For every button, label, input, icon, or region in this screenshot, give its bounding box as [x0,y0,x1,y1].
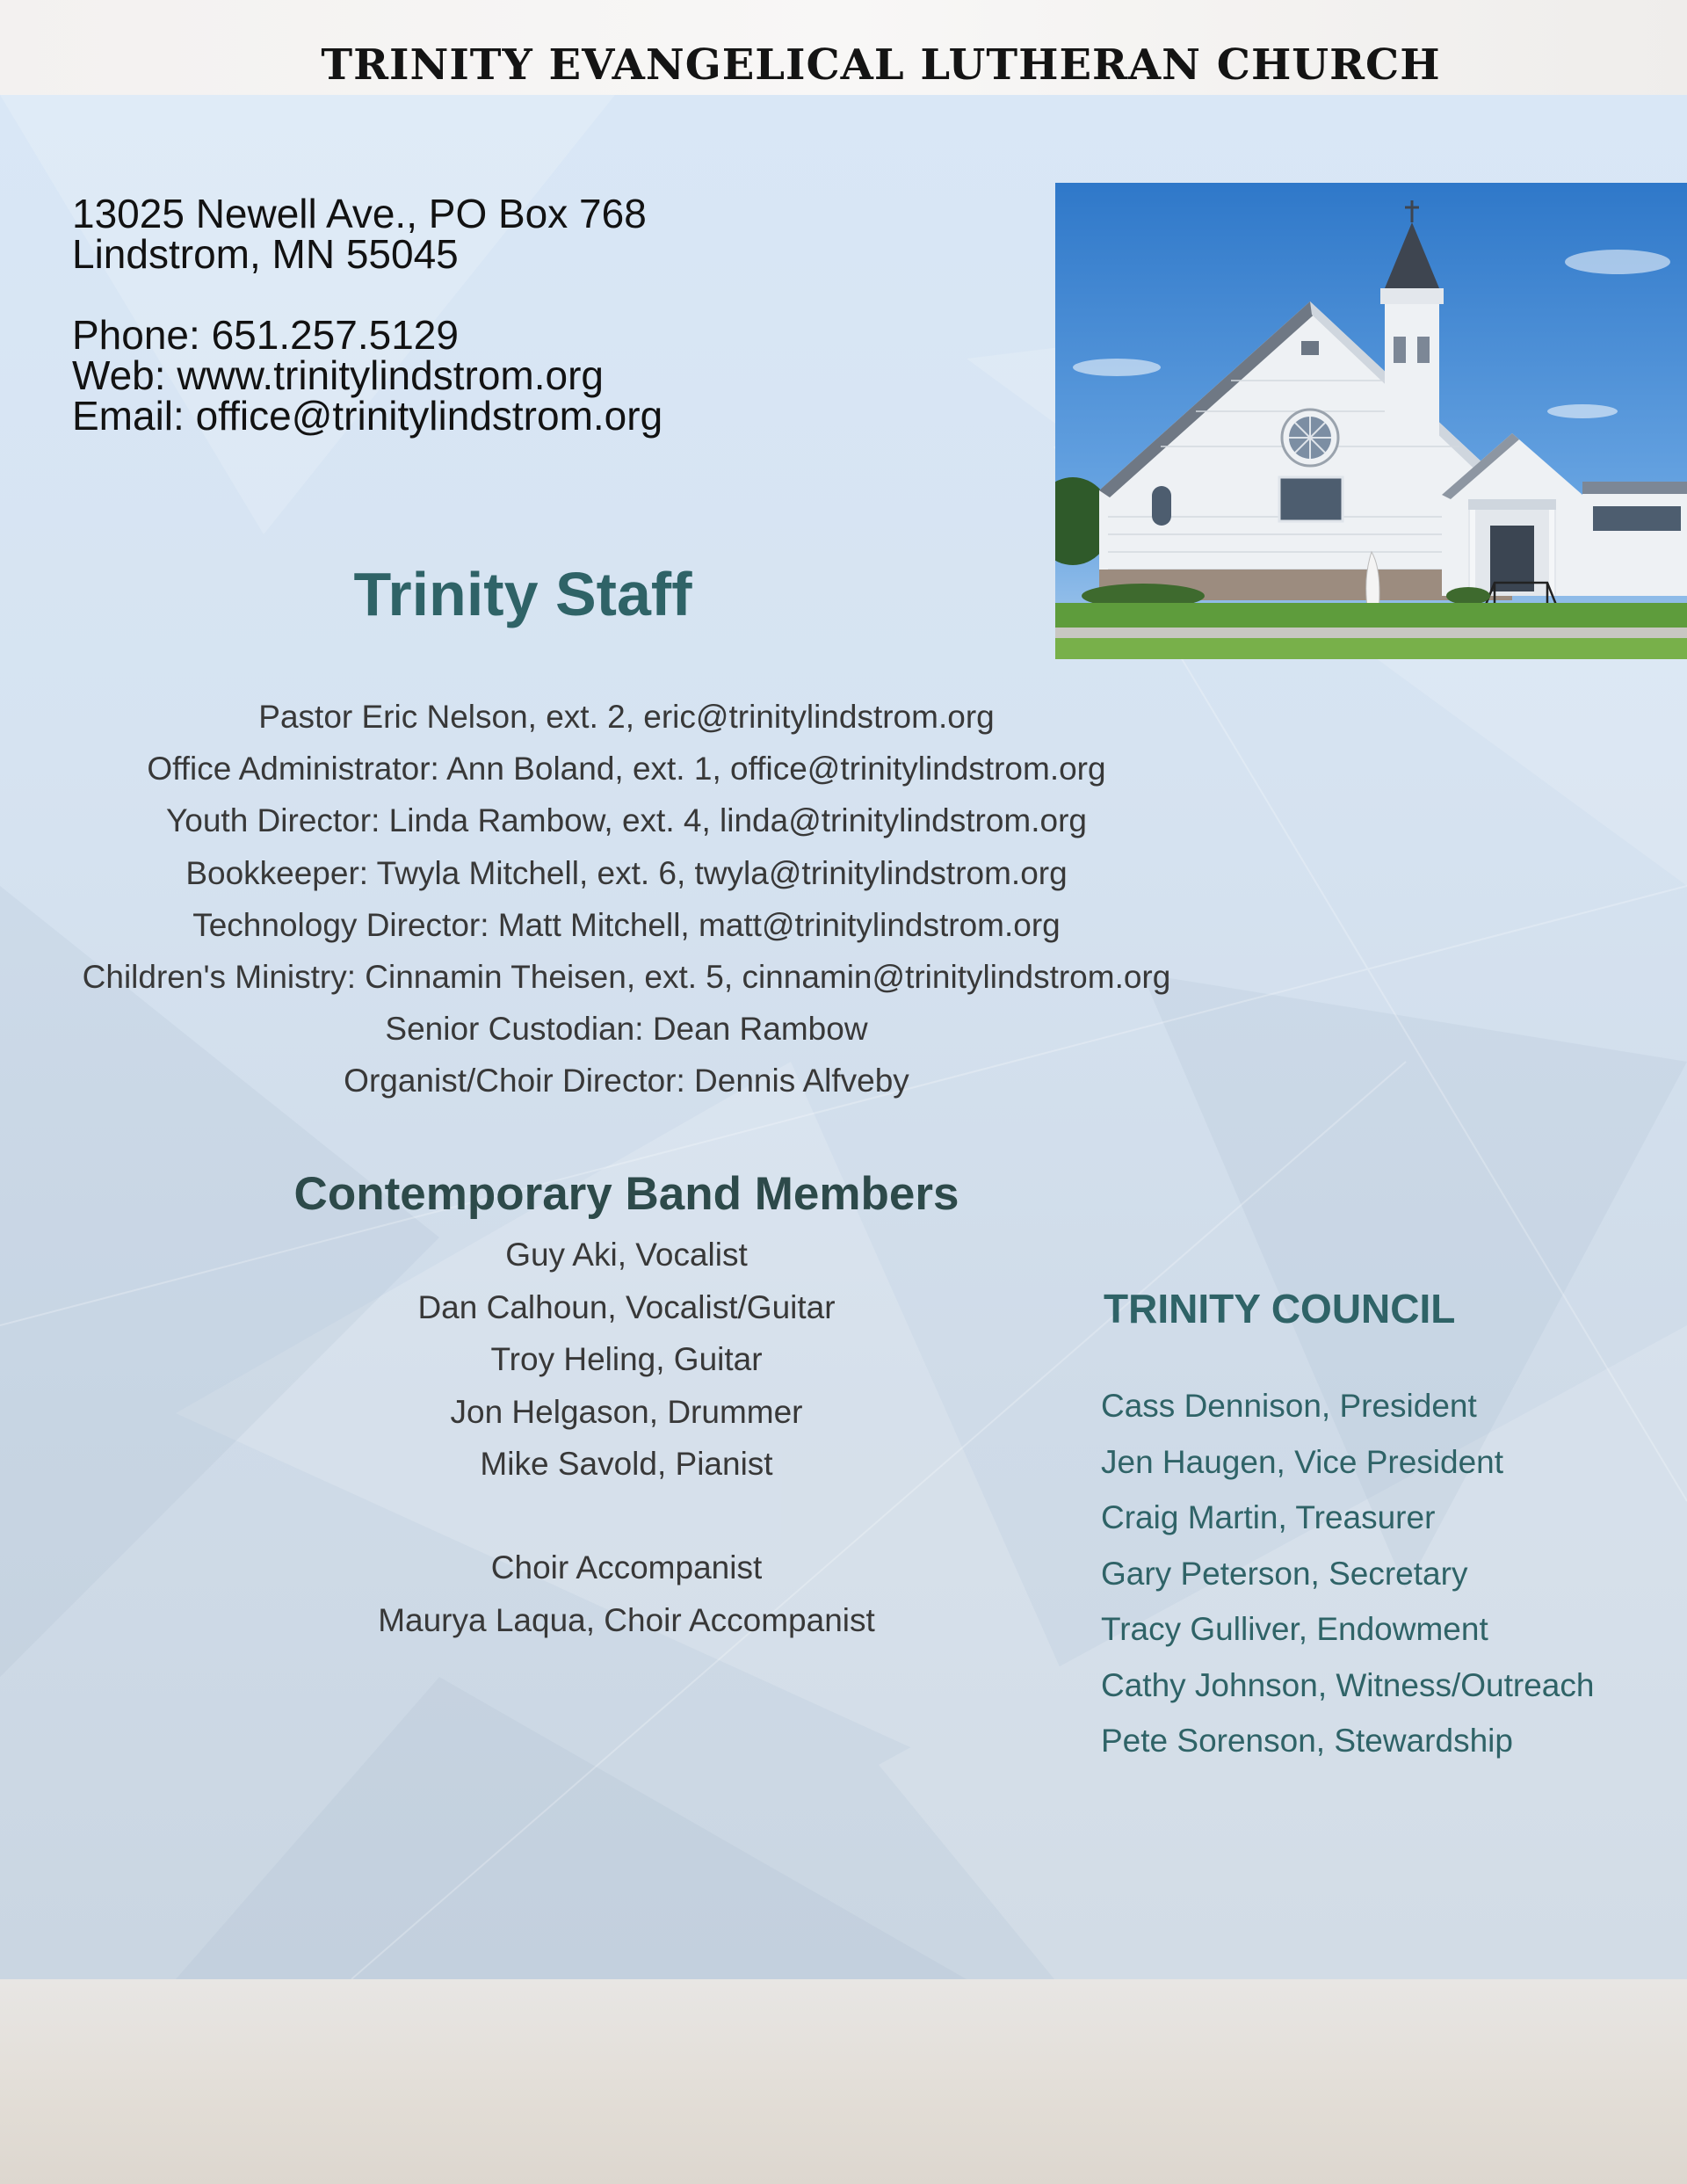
church-name-heading: TRINITY EVANGELICAL LUTHERAN CHURCH [321,40,1441,90]
band-list [0,1229,1253,1491]
staff-item: Senior Custodian: Dean Rambow [385,1011,868,1048]
staff-item: Pastor Eric Nelson, ext. 2, eric@trinitylindstrom.org [258,699,995,735]
choir-accompanist: Maurya Laqua, Choir Accompanist [378,1601,875,1638]
footer-band [0,1979,1687,2184]
band-member: Mike Savold, Pianist [480,1446,773,1482]
choir-block [0,1542,1253,1646]
band-member: Troy Heling, Guitar [490,1341,763,1377]
contact-block [72,312,663,439]
staff-item: Youth Director: Linda Rambow, ext. 4, linda@trinitylindstrom.org [165,802,1087,839]
council-heading: TRINITY COUNCIL [1104,1286,1456,1331]
band-heading: Contemporary Band Members [293,1168,959,1220]
web-address: Web: www.trinitylindstrom.org [72,352,604,398]
staff-item: Organist/Choir Director: Dennis Alfveby [344,1063,909,1099]
staff-item: Children's Ministry: Cinnamin Theisen, ext. 5, cinnamin@trinitylindstrom.org [82,959,1171,996]
council-member: Pete Sorenson, Stewardship [1101,1723,1513,1759]
address-line-1: 13025 Newell Ave., PO Box 768 [72,191,647,236]
council-member: Tracy Gulliver, Endowment [1101,1611,1488,1647]
staff-heading: Trinity Staff [353,560,692,628]
staff-item: Technology Director: Matt Mitchell, matt@trinitylindstrom.org [192,906,1061,943]
band-member: Dan Calhoun, Vocalist/Guitar [417,1288,836,1325]
council-member: Craig Martin, Treasurer [1101,1499,1436,1535]
staff-list [0,691,1253,1107]
council-member: Jen Haugen, Vice President [1101,1443,1504,1480]
church-photo [1055,183,1687,659]
council-member: Cathy Johnson, Witness/Outreach [1101,1666,1595,1703]
email-address: Email: office@trinitylindstrom.org [72,393,663,439]
staff-item: Office Administrator: Ann Boland, ext. 1, office@trinitylindstrom.org [147,751,1106,787]
choir-heading: Choir Accompanist [490,1549,763,1585]
council-member: Cass Dennison, President [1101,1388,1477,1424]
phone-number: Phone: 651.257.5129 [72,312,459,358]
band-member: Jon Helgason, Drummer [450,1393,803,1430]
council-list [1101,1378,1594,1769]
staff-item: Bookkeeper: Twyla Mitchell, ext. 6, twyla@trinitylindstrom.org [185,854,1068,891]
address-block [72,191,647,277]
address-line-2: Lindstrom, MN 55045 [72,231,459,277]
council-member: Gary Peterson, Secretary [1101,1555,1468,1592]
band-member: Guy Aki, Vocalist [505,1237,748,1273]
